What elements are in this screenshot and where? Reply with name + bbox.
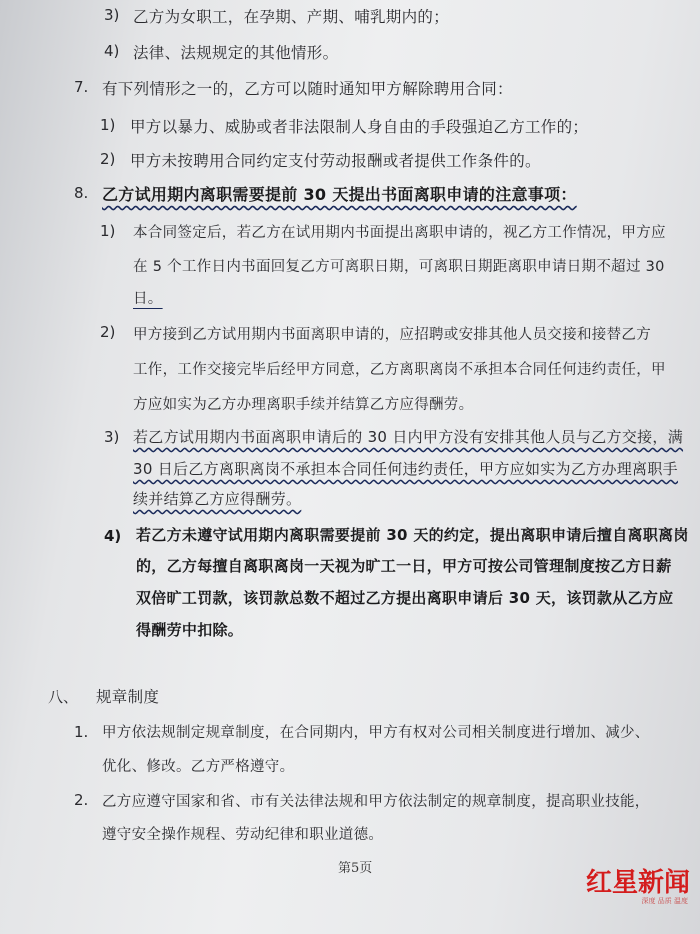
clause-text: 日。 [133,291,163,307]
clause-text: 甲方接到乙方试用期内书面离职申请的，应招聘或安排其他人员交接和接替乙方 [133,327,651,343]
chapter-number: 八、 [48,688,79,706]
section-number: 8. [74,184,89,202]
clause-text: 乙方应遵守国家和省、市有关法律法规和甲方依法制定的规章制度，提高职业技能， [102,794,650,810]
clause-text: 甲方依法规制定规章制度，在合同期内，甲方有权对公司相关制度进行增加、减少、 [102,725,650,741]
item-number: 1) [100,222,116,240]
section-number: 7. [74,78,89,96]
item-number: 2) [100,323,116,341]
item-number: 3) [104,6,120,24]
watermark-tagline: 深度 品质 温度 [641,897,688,905]
page-number: 第5页 [338,861,373,876]
item-number: 2. [74,791,89,809]
item-number: 4) [104,527,122,545]
clause-text: 30 日后乙方离职离岗不承担本合同任何违约责任，甲方应如实为乙方办理离职手 [133,460,678,478]
clause-text: 甲方未按聘用合同约定支付劳动报酬或者提供工作条件的。 [130,152,541,170]
clause-text: 优化、修改。乙方严格遵守。 [102,759,295,775]
clause-text: 方应如实为乙方办理离职手续并结算乙方应得酬劳。 [133,397,474,413]
clause-text: 甲方以暴力、威胁或者非法限制人身自由的手段强迫乙方工作的； [130,118,589,136]
watermark-brand: 红星新闻 [585,868,690,898]
clause-text: 得酬劳中扣除。 [136,621,244,639]
clause-text: 有下列情形之一的，乙方可以随时通知甲方解除聘用合同： [102,80,513,98]
item-number: 1) [100,116,116,134]
clause-text: 若乙方未遵守试用期内离职需要提前 30 天的约定，提出离职申请后擅自离职离岗 [136,526,689,544]
clause-text: 续并结算乙方应得酬劳。 [133,490,302,508]
chapter-heading: 规章制度 [96,688,160,706]
item-number: 2) [100,150,116,168]
item-number: 3) [104,428,120,446]
clause-text: 遵守安全操作规程、劳动纪律和职业道德。 [102,827,384,843]
clause-text: 法律、法规规定的其他情形。 [133,44,339,62]
item-number: 4) [104,42,120,60]
clause-text: 的，乙方每擅自离职离岗一天视为旷工一日，甲方可按公司管理制度按乙方日薪 [136,557,672,575]
clause-text: 在 5 个工作日内书面回复乙方可离职日期，可离职日期距离职申请日期不超过 30 [133,259,665,275]
clause-text: 双倍旷工罚款，该罚款总数不超过乙方提出离职申请后 30 天，该罚款从乙方应 [136,589,674,607]
clause-text: 本合同签定后，若乙方在试用期内书面提出离职申请的，视乙方工作情况，甲方应 [133,225,666,241]
clause-text: 若乙方试用期内书面离职申请后的 30 日内甲方没有安排其他人员与乙方交接，满 [133,428,684,446]
watermark-logo [585,862,690,905]
clause-text: 工作，工作交接完毕后经甲方同意，乙方离职离岗不承担本合同任何违约责任，甲 [133,362,666,378]
clause-text: 乙方为女职工，在孕期、产期、哺乳期内的； [133,8,450,26]
item-number: 1. [74,723,89,741]
section-heading: 乙方试用期内离职需要提前 30 天提出书面离职申请的注意事项： [102,185,577,204]
